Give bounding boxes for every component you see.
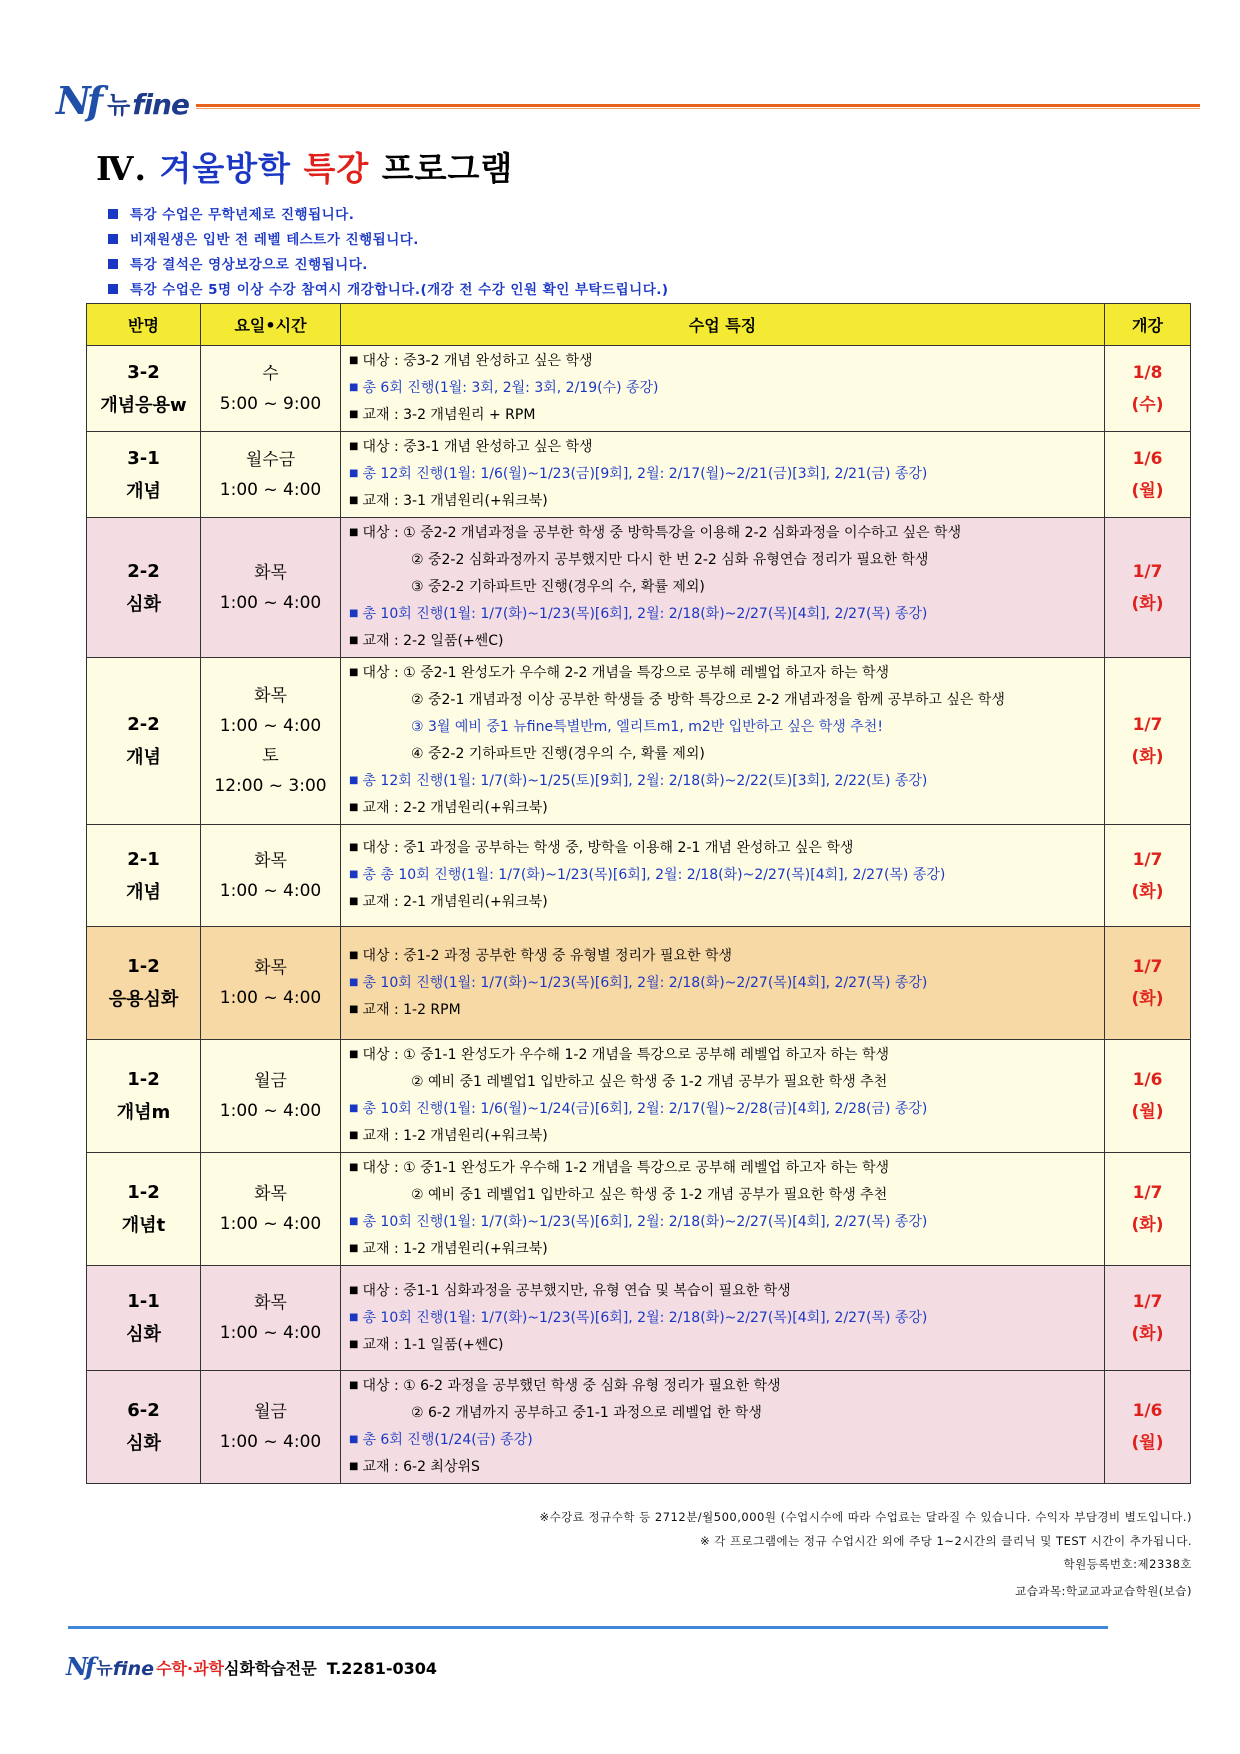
table-row [87,927,1191,1040]
tuition-note: ※수강료 정규수학 등 2712분/월500,000원 (수업시수에 따라 수업료는 달라질 수 있습니다. 수익자 부담경비 별도입니다.) [539,1510,1192,1524]
class-schedule: 월수금 1:00 ~ 4:00 [201,432,341,518]
class-features [341,346,1105,432]
class-name: 2-2 개념 [87,658,201,825]
square-bullet-icon [108,234,118,244]
class-features [341,1153,1105,1266]
footer-logo-mark: Nf [66,1652,93,1681]
clinic-note: ※ 각 프로그램에는 정규 수업시간 외에 주당 1~2시간의 클리닉 및 TEST 시간이 추가됩니다. [699,1534,1192,1548]
class-name: 1-2 개념m [87,1040,201,1153]
target-line: ■ 대상 : ① 중1-1 완성도가 우수해 1-2 개념을 특강으로 공부해 레벨업 하고자 하는 학생 [349,1047,890,1063]
notice-item: 특강 수업은 5명 이상 수강 참여시 개강합니다.(개강 전 수강 인원 확인 부탁드립니다.) [108,278,669,303]
class-name: 1-2 응용심화 [87,927,201,1040]
open-date: 1/6 (월) [1105,432,1191,518]
square-bullet-icon [108,284,118,294]
target-line: ■ 대상 : 중1-1 심화과정을 공부했지만, 유형 연습 및 복습이 필요한 학생 [349,1282,791,1299]
target-line: ③ 중2-2 기하파트만 진행(경우의 수, 확률 제외) [411,579,705,595]
logo-nyu-text: 뉴 [107,91,131,119]
title-program: 프로그램 [381,149,514,188]
open-date: 1/7 (화) [1105,1266,1191,1371]
class-name: 2-2 심화 [87,518,201,658]
footer-logo [66,1654,437,1680]
target-line: ② 6-2 개념까지 공부하고 중1-1 과정으로 레벨업 한 학생 [411,1405,762,1421]
sessions-line: ■ 총 10회 진행(1월: 1/7(화)~1/23(목)[6회], 2월: 2/18(화)~2/27(목)[4회], 2/27(목) 종강) [349,1214,928,1230]
sessions-line: ■ 총 총 10회 진행(1월: 1/7(화)~1/23(목)[6회], 2월: 2/18(화)~2/27(목)[4회], 2/27(목) 종강) [349,867,946,883]
book-line: ■ 교재 : 2-2 일품(+쎈C) [349,633,504,649]
class-schedule: 월금 1:00 ~ 4:00 [201,1040,341,1153]
title-special: 특강 [303,149,370,188]
header-open: 개강 [1105,304,1191,346]
table-row [87,658,1191,825]
target-line: ■ 대상 : ① 6-2 과정을 공부했던 학생 중 심화 유형 정리가 필요한 학생 [349,1378,781,1394]
table-row [87,346,1191,432]
header-day-time: 요일•시간 [201,304,341,346]
target-line: ② 예비 중1 레벨업1 입반하고 싶은 학생 중 1-2 개념 공부가 필요한 학생 추천 [411,1187,888,1203]
class-schedule: 화목 1:00 ~ 4:00 토 12:00 ~ 3:00 [201,658,341,825]
class-features [341,518,1105,658]
footer-logo-fine: fine [112,1658,155,1680]
class-schedule: 화목 1:00 ~ 4:00 [201,825,341,927]
logo-mark: Nf [56,78,100,123]
notice-item: 특강 결석은 영상보강으로 진행됩니다. [108,253,669,278]
subject-note: 교습과목:학교교과교습학원(보습) [1015,1584,1192,1598]
open-date: 1/7 (화) [1105,518,1191,658]
class-schedule: 화목 1:00 ~ 4:00 [201,927,341,1040]
book-line: ■ 교재 : 6-2 최상위S [349,1459,480,1475]
notice-list [108,203,669,303]
nyu-fine-logo [56,78,189,123]
header-rule [196,104,1200,107]
notice-item: 특강 수업은 무학년제로 진행됩니다. [108,203,669,228]
book-line: ■ 교재 : 1-2 개념원리(+워크북) [349,1241,548,1257]
book-line: ■ 교재 : 2-1 개념원리(+워크북) [349,894,548,910]
open-date: 1/7 (화) [1105,1153,1191,1266]
notice-item: 비재원생은 입반 전 레벨 테스트가 진행됩니다. [108,228,669,253]
class-name: 1-2 개념t [87,1153,201,1266]
book-line: ■ 교재 : 1-1 일품(+쎈C) [349,1336,504,1353]
sessions-line: ■ 총 10회 진행(1월: 1/7(화)~1/23(목)[6회], 2월: 2/18(화)~2/27(목)[4회], 2/27(목) 종강) [349,1309,928,1326]
sessions-line: ■ 총 6회 진행(1/24(금) 종강) [349,1432,533,1448]
class-features [341,432,1105,518]
class-name: 3-1 개념 [87,432,201,518]
square-bullet-icon [108,209,118,219]
target-line: ■ 대상 : 중3-2 개념 완성하고 싶은 학생 [349,353,593,369]
class-features [341,1040,1105,1153]
table-row [87,1371,1191,1484]
target-line: ② 예비 중1 레벨업1 입반하고 싶은 학생 중 1-2 개념 공부가 필요한 학생 추천 [411,1074,888,1090]
logo-fine-text: fine [132,88,189,121]
class-name: 1-1 심화 [87,1266,201,1371]
open-date: 1/7 (화) [1105,927,1191,1040]
sessions-line: ■ 총 6회 진행(1월: 3회, 2월: 3회, 2/19(수) 종강) [349,380,659,396]
class-features [341,825,1105,927]
footer-tagline-subjects: 수학·과학 [156,1659,224,1678]
schedule-table [86,303,1191,1484]
open-date: 1/6 (월) [1105,1040,1191,1153]
target-line: ■ 대상 : 중1-2 과정 공부한 학생 중 유형별 정리가 필요한 학생 [349,947,733,964]
footer-rule [68,1626,1108,1629]
table-row [87,518,1191,658]
open-date: 1/7 (화) [1105,658,1191,825]
target-line: ② 중2-2 심화과정까지 공부했지만 다시 한 번 2-2 심화 유형연습 정리가 필요한 학생 [411,552,929,568]
page-title [96,143,513,190]
open-date: 1/8 (수) [1105,346,1191,432]
book-line: ■ 교재 : 1-2 RPM [349,1001,461,1018]
footer-logo-nyu: 뉴 [96,1659,113,1679]
class-schedule: 화목 1:00 ~ 4:00 [201,1153,341,1266]
table-row [87,1040,1191,1153]
sessions-line: ■ 총 10회 진행(1월: 1/7(화)~1/23(목)[6회], 2월: 2/18(화)~2/27(목)[4회], 2/27(목) 종강) [349,606,928,622]
target-line: ■ 대상 : 중3-1 개념 완성하고 싶은 학생 [349,439,593,455]
book-line: ■ 교재 : 1-2 개념원리(+워크북) [349,1128,548,1144]
sessions-line: ■ 총 10회 진행(1월: 1/7(화)~1/23(목)[6회], 2월: 2/18(화)~2/27(목)[4회], 2/27(목) 종강) [349,974,928,991]
table-row [87,1153,1191,1266]
table-header-row [87,304,1191,346]
class-name: 6-2 심화 [87,1371,201,1484]
class-name: 2-1 개념 [87,825,201,927]
title-number: Ⅳ. [96,149,147,188]
registration-number: 학원등록번호:제2338호 [1063,1557,1192,1571]
header-class-name: 반명 [87,304,201,346]
footer-tagline: 심화학습전문 [223,1659,317,1678]
target-line: ② 중2-1 개념과정 이상 공부한 학생들 중 방학 특강으로 2-2 개념과정을 함께 공부하고 싶은 학생 [411,692,1005,708]
book-line: ■ 교재 : 3-2 개념원리 + RPM [349,407,536,423]
book-line: ■ 교재 : 2-2 개념원리(+워크북) [349,800,548,816]
table-row [87,1266,1191,1371]
table-row [87,432,1191,518]
open-date: 1/6 (월) [1105,1371,1191,1484]
class-features [341,1266,1105,1371]
class-schedule: 화목 1:00 ~ 4:00 [201,1266,341,1371]
footer-phone: T.2281-0304 [326,1659,437,1678]
class-schedule: 화목 1:00 ~ 4:00 [201,518,341,658]
header-rule-thin [196,108,1200,109]
square-bullet-icon [108,259,118,269]
class-schedule: 수 5:00 ~ 9:00 [201,346,341,432]
target-line: ④ 중2-2 기하파트만 진행(경우의 수, 확률 제외) [411,746,705,762]
target-line: ③ 3월 예비 중1 뉴fine특별반m, 엘리트m1, m2반 입반하고 싶은 학생 추천! [411,719,883,735]
title-winter: 겨울방학 [159,149,291,188]
class-features [341,927,1105,1040]
target-line: ■ 대상 : 중1 과정을 공부하는 학생 중, 방학을 이용해 2-1 개념 완성하고 싶은 학생 [349,840,854,856]
table-row [87,825,1191,927]
sessions-line: ■ 총 10회 진행(1월: 1/6(월)~1/24(금)[6회], 2월: 2/17(월)~2/28(금)[4회], 2/28(금) 종강) [349,1101,928,1117]
class-name: 3-2 개념응용w [87,346,201,432]
header-features: 수업 특징 [341,304,1105,346]
target-line: ■ 대상 : ① 중1-1 완성도가 우수해 1-2 개념을 특강으로 공부해 레벨업 하고자 하는 학생 [349,1160,890,1176]
class-schedule: 월금 1:00 ~ 4:00 [201,1371,341,1484]
class-features [341,658,1105,825]
class-features [341,1371,1105,1484]
sessions-line: ■ 총 12회 진행(1월: 1/7(화)~1/25(토)[9회], 2월: 2/18(화)~2/22(토)[3회], 2/22(토) 종강) [349,773,928,789]
open-date: 1/7 (화) [1105,825,1191,927]
sessions-line: ■ 총 12회 진행(1월: 1/6(월)~1/23(금)[9회], 2월: 2/17(월)~2/21(금)[3회], 2/21(금) 종강) [349,466,928,482]
target-line: ■ 대상 : ① 중2-1 완성도가 우수해 2-2 개념을 특강으로 공부해 레벨업 하고자 하는 학생 [349,665,890,681]
target-line: ■ 대상 : ① 중2-2 개념과정을 공부한 학생 중 방학특강을 이용해 2-2 심화과정을 이수하고 싶은 학생 [349,525,962,541]
book-line: ■ 교재 : 3-1 개념원리(+워크북) [349,493,548,509]
